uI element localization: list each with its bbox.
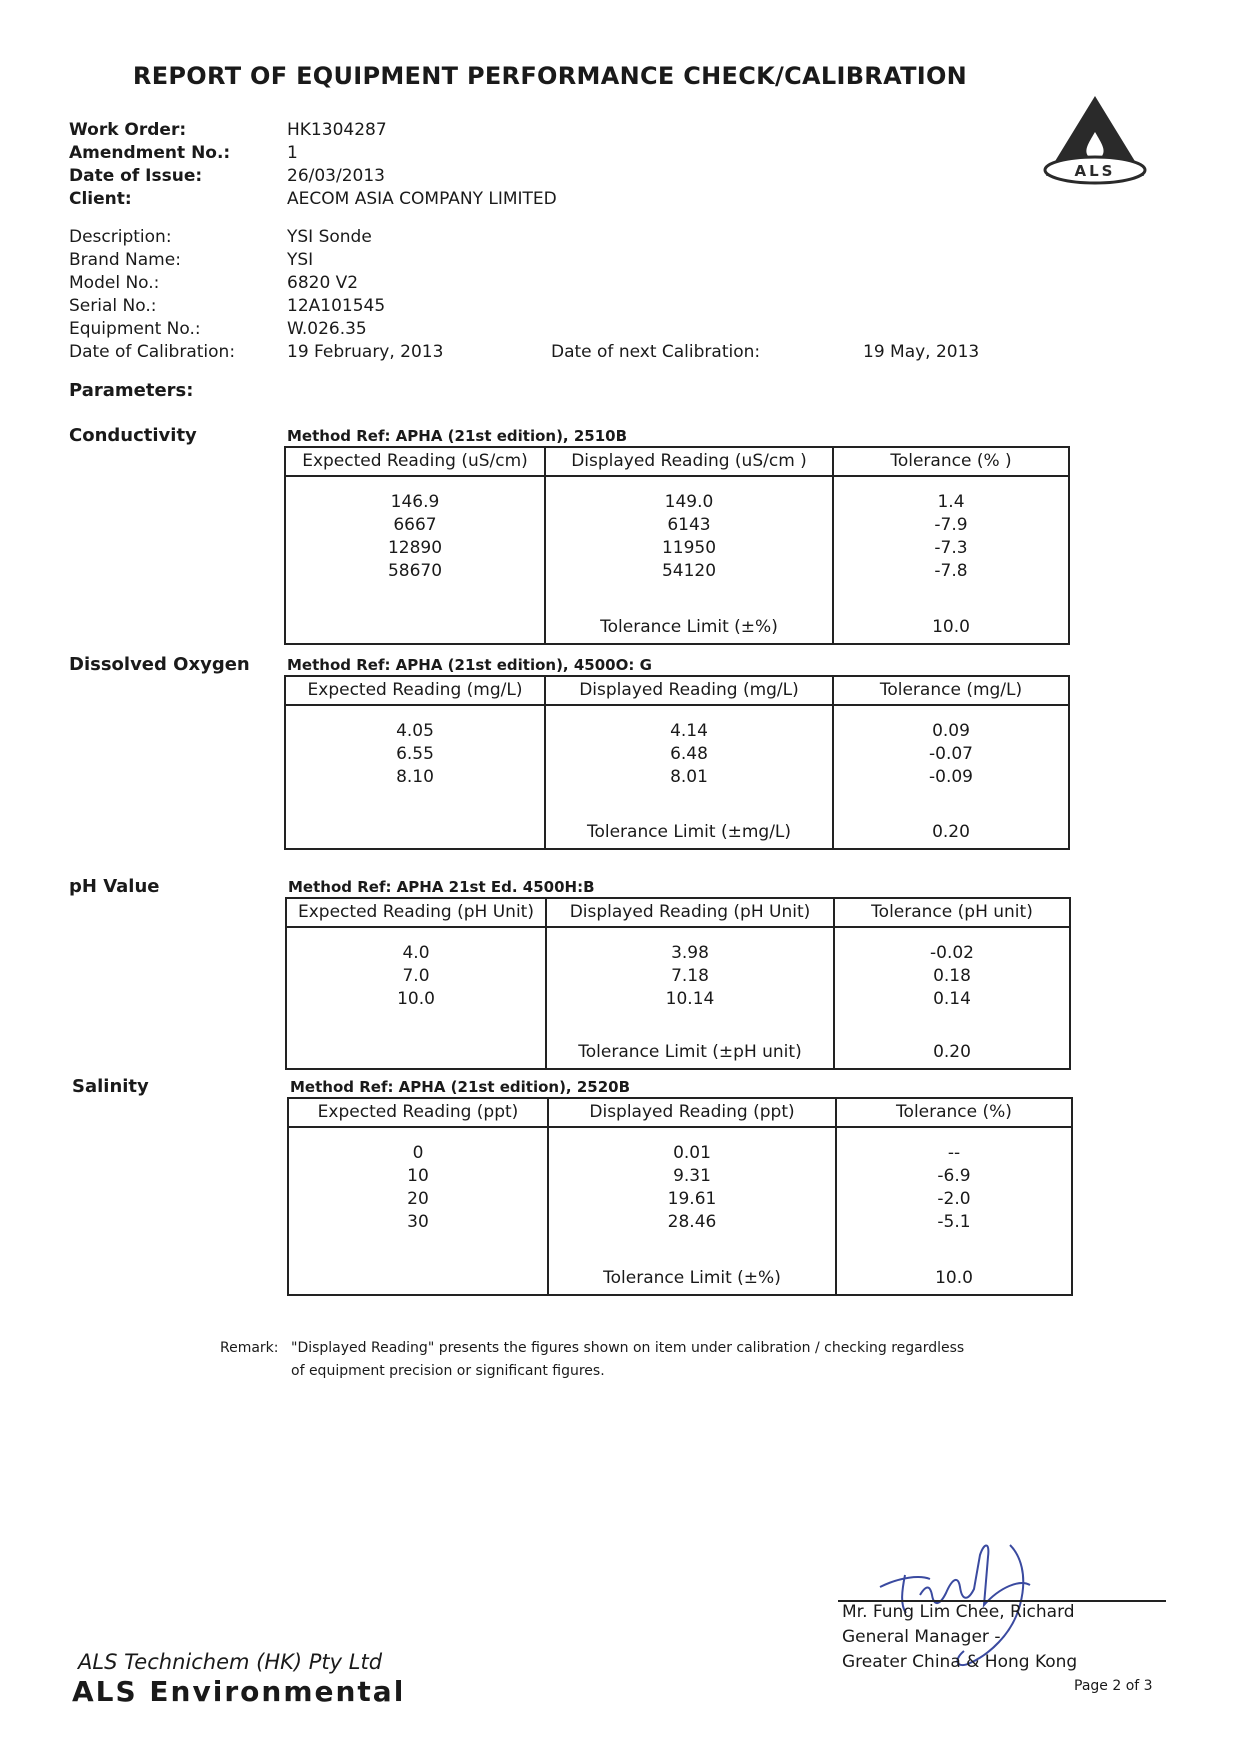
calibration-table-salinity bbox=[287, 1097, 1073, 1296]
header-block bbox=[69, 119, 969, 211]
col-displayed: Displayed Reading (uS/cm ) bbox=[545, 447, 833, 476]
footer-company: ALS Technichem (HK) Pty Ltd bbox=[78, 1650, 383, 1674]
col-tolerance: Tolerance (%) bbox=[836, 1098, 1072, 1127]
expected-values: 4.0 7.0 10.0 bbox=[286, 927, 546, 1069]
tolerance-limit-label: Tolerance Limit (±%) bbox=[545, 612, 833, 644]
brand-label: Brand Name: bbox=[69, 250, 181, 270]
calibration-table-dissolved-oxygen bbox=[284, 675, 1070, 850]
remark-label: Remark: bbox=[220, 1340, 279, 1356]
next-cal-label: Date of next Calibration: bbox=[551, 342, 761, 362]
equipment-block bbox=[69, 226, 1069, 364]
brand-value: YSI bbox=[287, 250, 314, 270]
cal-date-value: 19 February, 2013 bbox=[287, 342, 444, 362]
als-logo-text: ALS bbox=[1074, 162, 1116, 180]
expected-values: 4.05 6.55 8.10 bbox=[285, 705, 545, 849]
tolerance-limit-value: 10.0 bbox=[833, 612, 1069, 644]
work-order-label: Work Order: bbox=[69, 120, 187, 140]
tolerance-limit-label: Tolerance Limit (±mg/L) bbox=[545, 816, 833, 849]
client-label: Client: bbox=[69, 189, 132, 209]
col-displayed: Displayed Reading (mg/L) bbox=[545, 676, 833, 705]
amendment-value: 1 bbox=[287, 143, 298, 163]
equipment-no-label: Equipment No.: bbox=[69, 319, 201, 339]
als-logo bbox=[1040, 92, 1150, 192]
description-value: YSI Sonde bbox=[287, 227, 372, 247]
footer-brand: ALS Environmental bbox=[72, 1675, 406, 1708]
signatory-block bbox=[842, 1600, 1077, 1675]
model-value: 6820 V2 bbox=[287, 273, 359, 293]
expected-values: 146.9 6667 12890 58670 bbox=[285, 476, 545, 644]
section-name: Salinity bbox=[72, 1076, 149, 1097]
remark-line-2: of equipment precision or significant figures. bbox=[291, 1363, 605, 1379]
als-logo-icon bbox=[1040, 92, 1150, 192]
col-expected: Expected Reading (pH Unit) bbox=[286, 898, 546, 927]
tolerance-values: 0.09 -0.07 -0.09 bbox=[833, 705, 1069, 816]
displayed-values: 4.14 6.48 8.01 bbox=[545, 705, 833, 816]
issue-date-label: Date of Issue: bbox=[69, 166, 203, 186]
tolerance-limit-value: 0.20 bbox=[834, 1036, 1070, 1069]
section-name: pH Value bbox=[69, 876, 160, 897]
col-displayed: Displayed Reading (ppt) bbox=[548, 1098, 836, 1127]
serial-label: Serial No.: bbox=[69, 296, 157, 316]
col-expected: Expected Reading (uS/cm) bbox=[285, 447, 545, 476]
displayed-values: 3.98 7.18 10.14 bbox=[546, 927, 834, 1036]
model-label: Model No.: bbox=[69, 273, 160, 293]
report-title: REPORT OF EQUIPMENT PERFORMANCE CHECK/CALIBRATION bbox=[132, 62, 968, 90]
displayed-values: 0.01 9.31 19.61 28.46 bbox=[548, 1127, 836, 1263]
cal-date-label: Date of Calibration: bbox=[69, 342, 236, 362]
equipment-no-value: W.026.35 bbox=[287, 319, 367, 339]
issue-date-value: 26/03/2013 bbox=[287, 166, 385, 186]
calibration-table-conductivity bbox=[284, 446, 1070, 645]
client-value: AECOM ASIA COMPANY LIMITED bbox=[287, 189, 557, 209]
amendment-label: Amendment No.: bbox=[69, 143, 231, 163]
col-expected: Expected Reading (ppt) bbox=[288, 1098, 548, 1127]
tolerance-limit-label: Tolerance Limit (±%) bbox=[548, 1263, 836, 1295]
signatory-name: Mr. Fung Lim Chee, Richard bbox=[842, 1602, 1075, 1622]
section-name: Dissolved Oxygen bbox=[69, 654, 250, 675]
description-label: Description: bbox=[69, 227, 172, 247]
serial-value: 12A101545 bbox=[287, 296, 386, 316]
method-ref: Method Ref: APHA (21st edition), 2510B bbox=[287, 427, 628, 445]
col-tolerance: Tolerance (% ) bbox=[833, 447, 1069, 476]
remark-line-1: "Displayed Reading" presents the figures shown on item under calibration / checking regardless bbox=[291, 1340, 965, 1356]
calibration-table-ph bbox=[285, 897, 1071, 1070]
expected-values: 0 10 20 30 bbox=[288, 1127, 548, 1295]
next-cal-value: 19 May, 2013 bbox=[863, 342, 980, 362]
col-tolerance: Tolerance (pH unit) bbox=[834, 898, 1070, 927]
displayed-values: 149.0 6143 11950 54120 bbox=[545, 476, 833, 612]
page-number: Page 2 of 3 bbox=[1074, 1678, 1153, 1694]
method-ref: Method Ref: APHA 21st Ed. 4500H:B bbox=[288, 878, 595, 896]
col-expected: Expected Reading (mg/L) bbox=[285, 676, 545, 705]
tolerance-values: -0.02 0.18 0.14 bbox=[834, 927, 1070, 1036]
tolerance-limit-value: 0.20 bbox=[833, 816, 1069, 849]
method-ref: Method Ref: APHA (21st edition), 2520B bbox=[290, 1078, 631, 1096]
tolerance-values: -- -6.9 -2.0 -5.1 bbox=[836, 1127, 1072, 1263]
signatory-title: General Manager - bbox=[842, 1627, 1001, 1647]
tolerance-limit-value: 10.0 bbox=[836, 1263, 1072, 1295]
section-name: Conductivity bbox=[69, 425, 197, 446]
work-order-value: HK1304287 bbox=[287, 120, 387, 140]
col-displayed: Displayed Reading (pH Unit) bbox=[546, 898, 834, 927]
signatory-region: Greater China & Hong Kong bbox=[842, 1652, 1078, 1672]
tolerance-values: 1.4 -7.9 -7.3 -7.8 bbox=[833, 476, 1069, 612]
parameters-label: Parameters: bbox=[69, 380, 194, 401]
remark-text bbox=[291, 1337, 1111, 1383]
col-tolerance: Tolerance (mg/L) bbox=[833, 676, 1069, 705]
tolerance-limit-label: Tolerance Limit (±pH unit) bbox=[546, 1036, 834, 1069]
method-ref: Method Ref: APHA (21st edition), 4500O: G bbox=[287, 656, 652, 674]
